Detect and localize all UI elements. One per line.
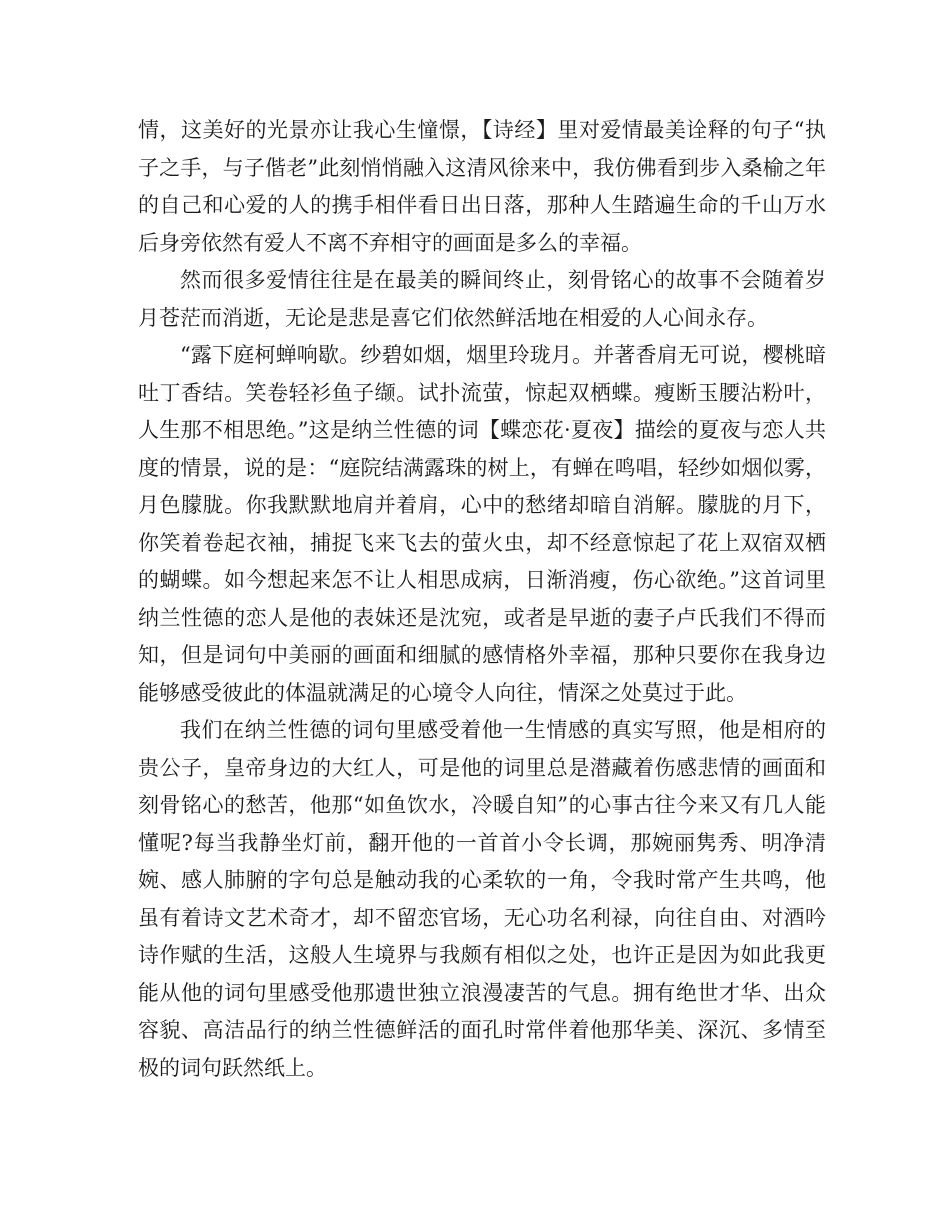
paragraph: 然而很多爱情往往是在最美的瞬间终止，刻骨铭心的故事不会随着岁月苍茫而消逝，无论是悲是喜它们依然鲜活地在相爱的人心间永存。	[138, 268, 826, 330]
paragraph: “露下庭柯蝉响歇。纱碧如烟，烟里玲珑月。并著香肩无可说，樱桃暗吐丁香结。笑卷轻衫鱼子缬。试扑流萤，惊起双栖蝶。瘦断玉腰沾粉叶，人生那不相思绝。”这是纳兰性德的词【蝶恋花·夏夜】描绘的夏夜与恋人共度的情景，说的是：“庭院结满露珠的树上，有蝉在鸣唱，轻纱如烟似雾，月色朦胧。你我默默地肩并着肩，心中的愁绪却暗自消解。朦胧的月下，你笑着卷起衣袖，捕捉飞来飞去的萤火虫，却不经意惊起了花上双宿双栖的蝴蝶。如今想起来怎不让人相思成病，日渐消瘦，伤心欲绝。”这首词里纳兰性德的恋人是他的表妹还是沈宛，或者是早逝的妻子卢氏我们不得而知，但是词句中美丽的画面和细腻的感情格外幸福，那种只要你在我身边能够感受彼此的体温就满足的心境令人向往，情深之处莫过于此。	[138, 343, 826, 705]
paragraph: 我们在纳兰性德的词句里感受着他一生情感的真实写照，他是相府的贵公子，皇帝身边的大红人，可是他的词里总是潜藏着伤感悲情的画面和刻骨铭心的愁苦，他那“如鱼饮水，冷暖自知”的心事古往今来又有几人能懂呢?每当我静坐灯前，翻开他的一首首小令长调，那婉丽隽秀、明净清婉、感人肺腑的字句总是触动我的心柔软的一角，令我时常产生共鸣，他虽有着诗文艺术奇才，却不留恋官场，无心功名利禄，向往自由、对酒吟诗作赋的生活，这般人生境界与我颇有相似之处，也许正是因为如此我更能从他的词句里感受他那遗世独立浪漫凄苦的气息。拥有绝世才华、出众容貌、高洁品行的纳兰性德鲜活的面孔时常伴着他那华美、深沉、多情至极的词句跃然纸上。	[138, 718, 826, 1080]
article-body	[138, 112, 826, 1087]
paragraph-continued: 情，这美好的光景亦让我心生憧憬，【诗经】里对爱情最美诠释的句子“执子之手，与子偕老”此刻悄悄融入这清风徐来中，我仿佛看到步入桑榆之年的自己和心爱的人的携手相伴看日出日落，那种人生踏遍生命的千山万水后身旁依然有爱人不离不弃相守的画面是多么的幸福。	[138, 118, 826, 255]
